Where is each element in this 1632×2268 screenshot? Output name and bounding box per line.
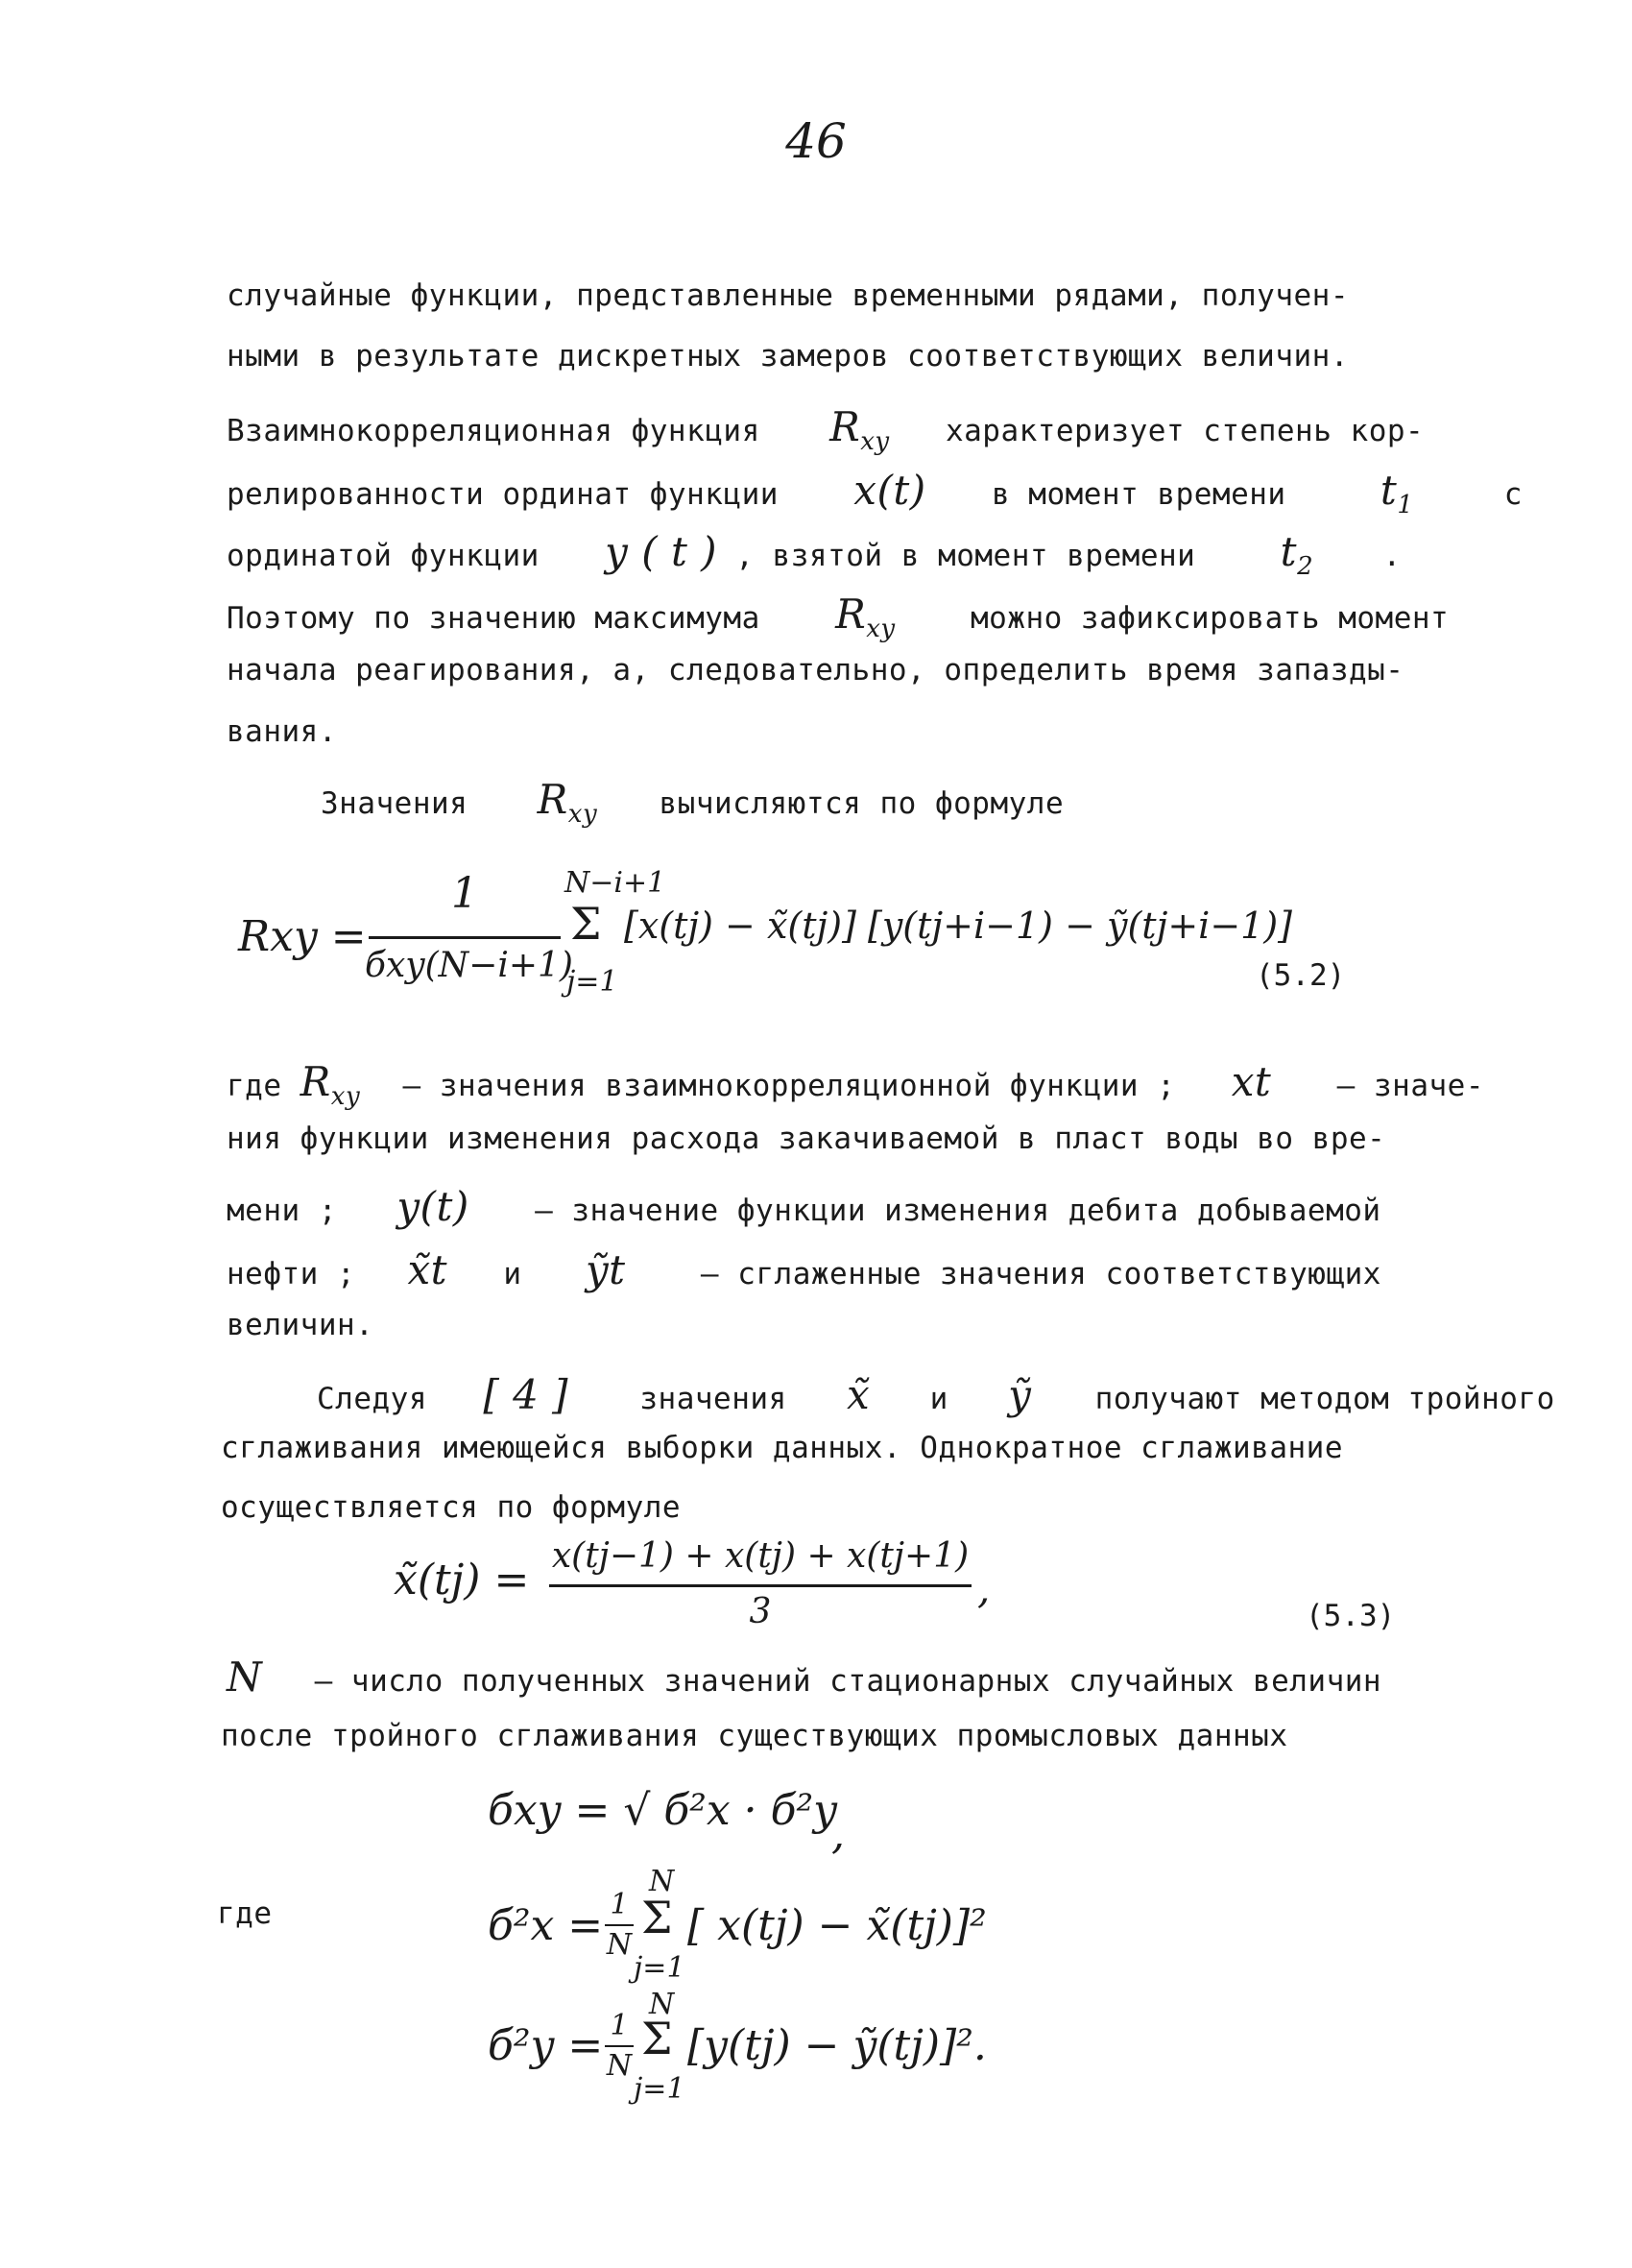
text: мени ;	[227, 1194, 337, 1228]
page-number: 46	[785, 113, 847, 169]
sum-lower-limit: j=1	[634, 1951, 685, 1985]
text: и	[929, 1382, 948, 1416]
formula-y-of-t: y ( t )	[605, 528, 718, 575]
text-line: величин.	[227, 1308, 374, 1342]
text-line	[227, 528, 1402, 581]
formula-Rxy: $R_{xy}$	[829, 403, 890, 457]
fraction-bar	[549, 1584, 972, 1587]
text-line	[227, 403, 1424, 456]
text: в момент времени	[991, 477, 1286, 512]
text-line: сглаживания имеющейся выборки данных. Однократное сглаживание	[221, 1431, 1343, 1465]
text: релированности ординат функции	[227, 477, 779, 512]
formula-t2: $t_2$	[1280, 528, 1314, 582]
citation: [ 4 ]	[483, 1371, 569, 1418]
equation-sigma-xy-tail: ,	[831, 1810, 845, 1859]
sum-upper-limit: N	[649, 1865, 675, 1898]
equation-5-2-body: [x(tj) − x̃(tj)] [y(tj+i−1) − ỹ(tj+i−1)]	[624, 905, 1293, 947]
sum-lower-limit: j=1	[566, 965, 618, 999]
equation-5-2-lhs: Rxy =	[238, 912, 367, 961]
text: можно зафиксировать момент	[970, 601, 1450, 636]
equation-sigma-y-lhs: б²y =	[488, 2021, 604, 2070]
equation-5-2-numerator: 1	[451, 869, 478, 918]
sum-lower-limit: j=1	[634, 2072, 685, 2106]
text: , взятой в момент времени	[735, 539, 1196, 573]
text-line: где	[217, 1896, 273, 1931]
formula-y-smoothed: ỹt	[585, 1246, 626, 1293]
sum-sign: Σ	[570, 898, 602, 950]
fraction-denominator: N	[606, 2049, 633, 2083]
text-line: после тройного сглаживания существующих промысловых данных	[221, 1719, 1288, 1753]
text: и	[503, 1257, 522, 1291]
text-line: случайные функции, представленные временными рядами, получен-	[227, 278, 1349, 313]
text-line	[227, 1183, 1381, 1230]
text-line: вания.	[227, 714, 337, 749]
formula-Rxy: $R_{xy}$	[300, 1058, 361, 1112]
text-line	[317, 1371, 1555, 1418]
formula-xt: xt	[1231, 1058, 1272, 1105]
text: с	[1503, 477, 1523, 512]
formula-x-smoothed: x̃t	[407, 1246, 448, 1293]
equation-5-2-denominator: бxy(N−i+1)	[365, 946, 573, 985]
text: Взаимнокорреляционная функция	[227, 414, 760, 448]
text-line	[227, 591, 1449, 643]
text-line	[227, 467, 1523, 519]
equation-sigma-y-body: [y(tj) − ỹ(tj)]².	[687, 2021, 987, 2070]
text-line: осуществляется по формуле	[221, 1490, 682, 1525]
text: – значе-	[1336, 1069, 1484, 1103]
formula-x-smoothed: x̃	[847, 1371, 871, 1418]
text-line	[227, 1058, 1484, 1111]
fraction-bar	[605, 2045, 634, 2047]
equation-5-3-denominator: 3	[749, 1592, 772, 1631]
formula-Rxy: $R_{xy}$	[537, 776, 598, 830]
text: нефти ;	[227, 1257, 356, 1291]
text-line: ными в результате дискретных замеров соответствующих величин.	[227, 339, 1349, 374]
text-line: ния функции изменения расхода закачиваемой в пласт воды во вре-	[227, 1122, 1386, 1156]
text: Значения	[321, 786, 468, 821]
equation-sigma-x-body: [ x(tj) − x̃(tj)]²	[687, 1901, 987, 1950]
text: получают методом тройного	[1094, 1382, 1555, 1416]
sum-sign: Σ	[641, 2013, 673, 2064]
text: .	[1382, 539, 1402, 573]
text: ординатой функции	[227, 539, 540, 573]
equation-5-3-numerator: x(tj−1) + x(tj) + x(tj+1)	[551, 1536, 970, 1576]
equation-5-3-tail: ,	[977, 1565, 991, 1612]
text: где	[227, 1069, 282, 1103]
fraction-numerator: 1	[610, 2009, 629, 2042]
equation-number: (5.2)	[1256, 958, 1346, 993]
fraction-denominator: N	[606, 1928, 633, 1962]
equation-5-3-lhs: x̃(tj) =	[394, 1556, 530, 1604]
fraction-numerator: 1	[610, 1888, 629, 1921]
formula-y-smoothed: ỹ	[1008, 1371, 1032, 1418]
equation-sigma-xy: бxy = √ б²x · б²y	[488, 1786, 838, 1835]
equation-sigma-x-lhs: б²x =	[488, 1901, 604, 1950]
text: значения	[639, 1382, 787, 1416]
fraction-bar	[369, 936, 561, 939]
sum-upper-limit: N−i+1	[564, 866, 666, 900]
text-line: начала реагирования, а, следовательно, определить время запазды-	[227, 653, 1404, 688]
text-line	[227, 1246, 1381, 1293]
sum-sign: Σ	[641, 1892, 673, 1943]
text: – число полученных значений стационарных случайных величин	[314, 1664, 1382, 1699]
text: вычисляются по формуле	[659, 786, 1065, 821]
text: Следуя	[317, 1382, 427, 1416]
sum-upper-limit: N	[649, 1988, 675, 2021]
formula-t1: $t_1$	[1380, 467, 1414, 520]
equation-number: (5.3)	[1306, 1599, 1396, 1633]
text: – сглаженные значения соответствующих	[700, 1257, 1381, 1291]
text-line	[321, 776, 1064, 829]
formula-x-of-t: x(t)	[853, 467, 926, 514]
fraction-bar	[605, 1924, 634, 1926]
text-line	[227, 1653, 1381, 1701]
text: Поэтому по значению максимума	[227, 601, 760, 636]
formula-y-of-t: y(t)	[396, 1183, 469, 1230]
text: – значения взаимнокорреляционной функции ;	[402, 1069, 1176, 1103]
text: – значение функции изменения дебита добываемой	[535, 1194, 1381, 1228]
text: характеризует степень кор-	[945, 414, 1425, 448]
formula-N: N	[227, 1653, 263, 1701]
formula-Rxy: $R_{xy}$	[835, 591, 896, 644]
